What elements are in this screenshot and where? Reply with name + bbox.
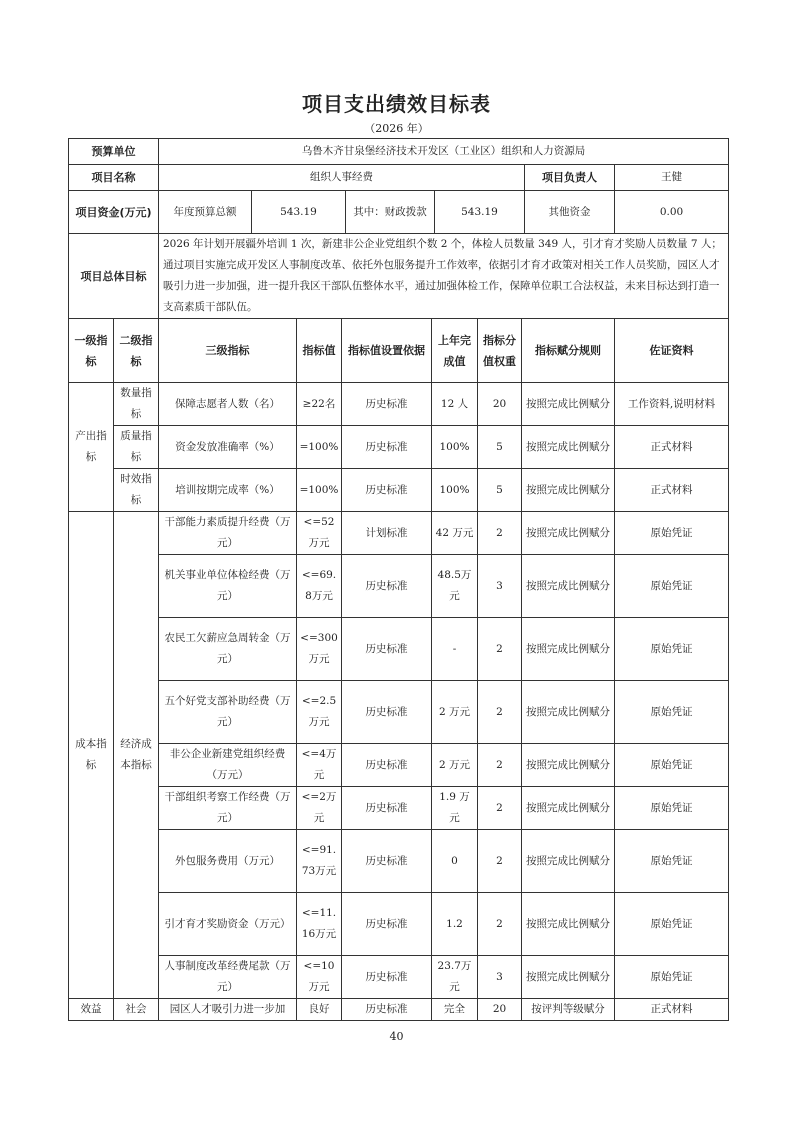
indicator-last: 1.2: [432, 893, 478, 956]
indicator-table: [68, 318, 729, 1021]
indicator-name: 保障志愿者人数（名）: [159, 383, 297, 426]
indicator-weight: 2: [478, 512, 522, 555]
group-economic-cost: 经济成本指标: [114, 512, 159, 999]
indicator-rule: 按照完成比例赋分: [522, 787, 615, 830]
indicator-rule: 按照完成比例赋分: [522, 383, 615, 426]
indicator-last: 完全: [432, 999, 478, 1021]
project-name-label: 项目名称: [69, 165, 159, 191]
goal-text: 2026 年计划开展疆外培训 1 次，新建非公企业党组织个数 2 个，体检人员数量 349 人，引才育才奖励人员数量 7 人；通过项目实施完成开发区人事制度改革、依托外包服务提升工作效率，依据引才育才政策对相关工作人员奖励，园区人才吸引力进一步加强，进一提升我区干部队伍整体水平，通过加强体检工作，保障单位职工合法权益，未来目标达到打造一支高素质干部队伍。: [159, 234, 729, 319]
group-quantity: 数量指标: [114, 383, 159, 426]
indicator-rule: 按照完成比例赋分: [522, 681, 615, 744]
indicator-last: 12 人: [432, 383, 478, 426]
budget-unit-label: 预算单位: [69, 139, 159, 165]
group-cost: 成本指标: [69, 512, 114, 999]
indicator-value: <=2万元: [297, 787, 342, 830]
indicator-basis: 历史标准: [342, 555, 432, 618]
indicator-rule: 按评判等级赋分: [522, 999, 615, 1021]
indicator-evidence: 原始凭证: [615, 787, 729, 830]
indicator-name: 引才育才奖励资金（万元）: [159, 893, 297, 956]
indicator-basis: 历史标准: [342, 956, 432, 999]
indicator-basis: 历史标准: [342, 383, 432, 426]
indicator-name: 培训按期完成率（%）: [159, 469, 297, 512]
indicator-basis: 历史标准: [342, 893, 432, 956]
col-value: 指标值: [297, 319, 342, 383]
indicator-value: <=10万元: [297, 956, 342, 999]
indicator-last: 0: [432, 830, 478, 893]
indicator-basis: 历史标准: [342, 830, 432, 893]
indicator-evidence: 原始凭证: [615, 681, 729, 744]
indicator-last: 23.7万元: [432, 956, 478, 999]
indicator-weight: 5: [478, 426, 522, 469]
indicator-value: <=2.5万元: [297, 681, 342, 744]
indicator-weight: 2: [478, 681, 522, 744]
indicator-last: 2 万元: [432, 744, 478, 787]
indicator-weight: 2: [478, 618, 522, 681]
indicator-value: =100%: [297, 469, 342, 512]
project-leader-value: 王健: [615, 165, 729, 191]
table-row: [69, 830, 729, 893]
col-rule: 指标赋分规则: [522, 319, 615, 383]
indicator-evidence: 原始凭证: [615, 618, 729, 681]
indicator-value: <=300万元: [297, 618, 342, 681]
indicator-rule: 按照完成比例赋分: [522, 956, 615, 999]
indicator-name: 非公企业新建党组织经费（万元）: [159, 744, 297, 787]
project-name-value: 组织人事经费: [159, 165, 525, 191]
table-row: [69, 383, 729, 426]
indicator-basis: 历史标准: [342, 469, 432, 512]
col-level2: 二级指标: [114, 319, 159, 383]
table-row: [69, 426, 729, 469]
indicator-weight: 3: [478, 956, 522, 999]
indicator-rule: 按照完成比例赋分: [522, 618, 615, 681]
indicator-basis: 历史标准: [342, 426, 432, 469]
indicator-evidence: 正式材料: [615, 426, 729, 469]
indicator-rule: 按照完成比例赋分: [522, 830, 615, 893]
other-funds-value: 0.00: [615, 191, 729, 234]
indicator-last: 1.9 万元: [432, 787, 478, 830]
page-number: 40: [389, 1030, 404, 1043]
project-info-table: [68, 138, 729, 319]
year-subtitle: （2026 年）: [364, 122, 429, 135]
other-funds-label: 其他资金: [525, 191, 615, 234]
indicator-value: <=4万元: [297, 744, 342, 787]
indicator-rule: 按照完成比例赋分: [522, 893, 615, 956]
indicator-evidence: 原始凭证: [615, 830, 729, 893]
page-title: 项目支出绩效目标表: [302, 92, 491, 116]
indicator-evidence: 原始凭证: [615, 893, 729, 956]
indicator-name: 机关事业单位体检经费（万元）: [159, 555, 297, 618]
indicator-last: 42 万元: [432, 512, 478, 555]
table-row: [69, 744, 729, 787]
indicator-weight: 20: [478, 383, 522, 426]
indicator-basis: 历史标准: [342, 618, 432, 681]
indicator-basis: 历史标准: [342, 999, 432, 1021]
indicator-name: 干部组织考察工作经费（万元）: [159, 787, 297, 830]
budget-unit-value: 乌鲁木齐甘泉堡经济技术开发区（工业区）组织和人力资源局: [159, 139, 729, 165]
indicator-basis: 历史标准: [342, 787, 432, 830]
indicator-last: 100%: [432, 426, 478, 469]
table-row: [69, 555, 729, 618]
indicator-last: -: [432, 618, 478, 681]
table-row: [69, 681, 729, 744]
table-row: [69, 512, 729, 555]
table-row: [69, 469, 729, 512]
indicator-name: 五个好党支部补助经费（万元）: [159, 681, 297, 744]
indicator-evidence: 原始凭证: [615, 555, 729, 618]
indicator-value: <=52万元: [297, 512, 342, 555]
col-basis: 指标值设置依据: [342, 319, 432, 383]
indicator-weight: 2: [478, 744, 522, 787]
indicator-value: <=91.73万元: [297, 830, 342, 893]
indicator-name: 园区人才吸引力进一步加: [159, 999, 297, 1021]
col-last-year: 上年完成值: [432, 319, 478, 383]
group-benefit: 效益: [69, 999, 114, 1021]
indicator-last: 100%: [432, 469, 478, 512]
indicator-value: ≥22名: [297, 383, 342, 426]
group-social: 社会: [114, 999, 159, 1021]
indicator-evidence: 原始凭证: [615, 512, 729, 555]
indicator-name: 干部能力素质提升经费（万元）: [159, 512, 297, 555]
col-level3: 三级指标: [159, 319, 297, 383]
indicator-name: 人事制度改革经费尾款（万元）: [159, 956, 297, 999]
indicator-value: <=11.16万元: [297, 893, 342, 956]
table-row: [69, 956, 729, 999]
group-quality: 质量指标: [114, 426, 159, 469]
indicator-weight: 3: [478, 555, 522, 618]
indicator-rule: 按照完成比例赋分: [522, 744, 615, 787]
indicator-basis: 历史标准: [342, 744, 432, 787]
indicator-evidence: 正式材料: [615, 469, 729, 512]
indicator-evidence: 原始凭证: [615, 956, 729, 999]
indicator-evidence: 工作资料,说明材料: [615, 383, 729, 426]
indicator-name: 农民工欠薪应急周转金（万元）: [159, 618, 297, 681]
indicator-weight: 20: [478, 999, 522, 1021]
col-level1: 一级指标: [69, 319, 114, 383]
indicator-value: =100%: [297, 426, 342, 469]
table-row: [69, 999, 729, 1021]
indicator-weight: 2: [478, 787, 522, 830]
indicator-rule: 按照完成比例赋分: [522, 555, 615, 618]
fiscal-value: 543.19: [435, 191, 525, 234]
indicator-rule: 按照完成比例赋分: [522, 469, 615, 512]
indicator-value: 良好: [297, 999, 342, 1021]
indicator-last: 48.5万元: [432, 555, 478, 618]
indicator-name: 资金发放准确率（%）: [159, 426, 297, 469]
annual-budget-value: 543.19: [252, 191, 346, 234]
indicator-rule: 按照完成比例赋分: [522, 426, 615, 469]
table-row: [69, 618, 729, 681]
indicator-weight: 5: [478, 469, 522, 512]
table-row: [69, 893, 729, 956]
table-row: [69, 787, 729, 830]
indicator-value: <=69.8万元: [297, 555, 342, 618]
indicator-weight: 2: [478, 893, 522, 956]
indicator-name: 外包服务费用（万元）: [159, 830, 297, 893]
funds-label: 项目资金(万元): [69, 191, 159, 234]
header-row: [69, 319, 729, 383]
goal-label: 项目总体目标: [69, 234, 159, 319]
group-output: 产出指标: [69, 383, 114, 512]
indicator-basis: 计划标准: [342, 512, 432, 555]
fiscal-label: 其中：财政拨款: [346, 191, 435, 234]
project-leader-label: 项目负责人: [525, 165, 615, 191]
indicator-basis: 历史标准: [342, 681, 432, 744]
col-evidence: 佐证资料: [615, 319, 729, 383]
indicator-last: 2 万元: [432, 681, 478, 744]
indicator-weight: 2: [478, 830, 522, 893]
indicator-evidence: 原始凭证: [615, 744, 729, 787]
indicator-rule: 按照完成比例赋分: [522, 512, 615, 555]
annual-budget-label: 年度预算总额: [159, 191, 252, 234]
col-weight: 指标分值权重: [478, 319, 522, 383]
indicator-evidence: 正式材料: [615, 999, 729, 1021]
group-timeliness: 时效指标: [114, 469, 159, 512]
